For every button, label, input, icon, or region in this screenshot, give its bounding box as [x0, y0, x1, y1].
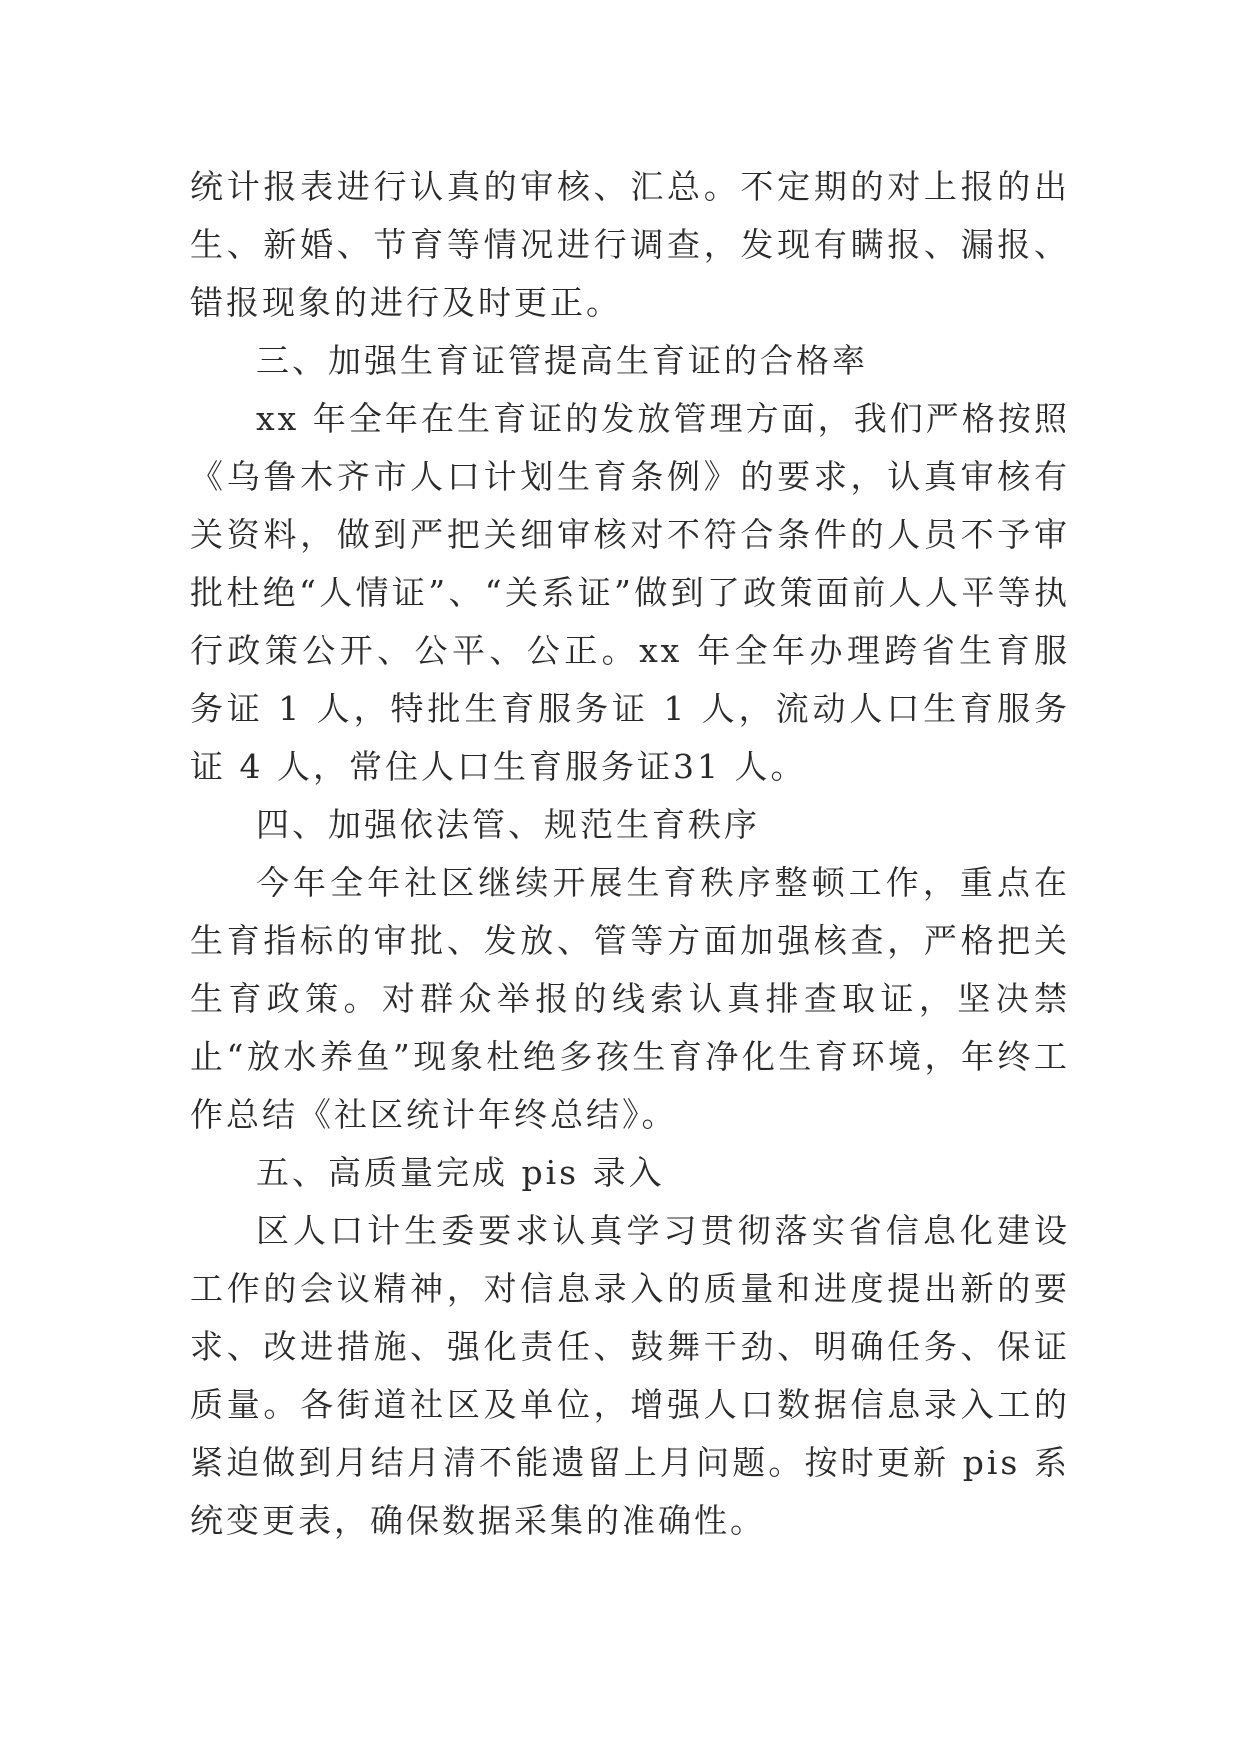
- paragraph-birth-certificate: xx 年全年在生育证的发放管理方面，我们严格按照《乌鲁木齐市人口计划生育条例》的要求，认真审核有关资料，做到严把关细审核对不符合条件的人员不予审批杜绝“人情证”、“关系证”做到了政策面前人人平等执行政策公开、公平、公正。xx 年全年办理跨省生育服务证 1 人，特批生育服务证 1 人，流动人口生育服务证 4 人，常住人口生育服务证31 人。: [190, 399, 1070, 786]
- document-body: [190, 158, 1070, 1550]
- section-heading-4: 四、加强依法管、规范生育秩序: [256, 805, 760, 844]
- paragraph-statistics-review: 统计报表进行认真的审核、汇总。不定期的对上报的出生、新婚、节育等情况进行调查，发现有瞒报、漏报、错报现象的进行及时更正。: [190, 167, 1070, 322]
- paragraph-birth-order: 今年全年社区继续开展生育秩序整顿工作，重点在生育指标的审批、发放、管等方面加强核查，严格把关生育政策。对群众举报的线索认真排查取证，坚决禁止“放水养鱼”现象杜绝多孩生育净化生育环境，年终工作总结《社区统计年终总结》。: [190, 863, 1070, 1134]
- section-heading-3: 三、加强生育证管提高生育证的合格率: [256, 341, 868, 380]
- section-heading-5: 五、高质量完成 pis 录入: [256, 1153, 665, 1192]
- paragraph-pis-entry: 区人口计生委要求认真学习贯彻落实省信息化建设工作的会议精神，对信息录入的质量和进度提出新的要求、改进措施、强化责任、鼓舞干劲、明确任务、保证质量。各街道社区及单位，增强人口数据信息录入工的紧迫做到月结月清不能遗留上月问题。按时更新 pis 系统变更表，确保数据采集的准确性。: [190, 1211, 1070, 1540]
